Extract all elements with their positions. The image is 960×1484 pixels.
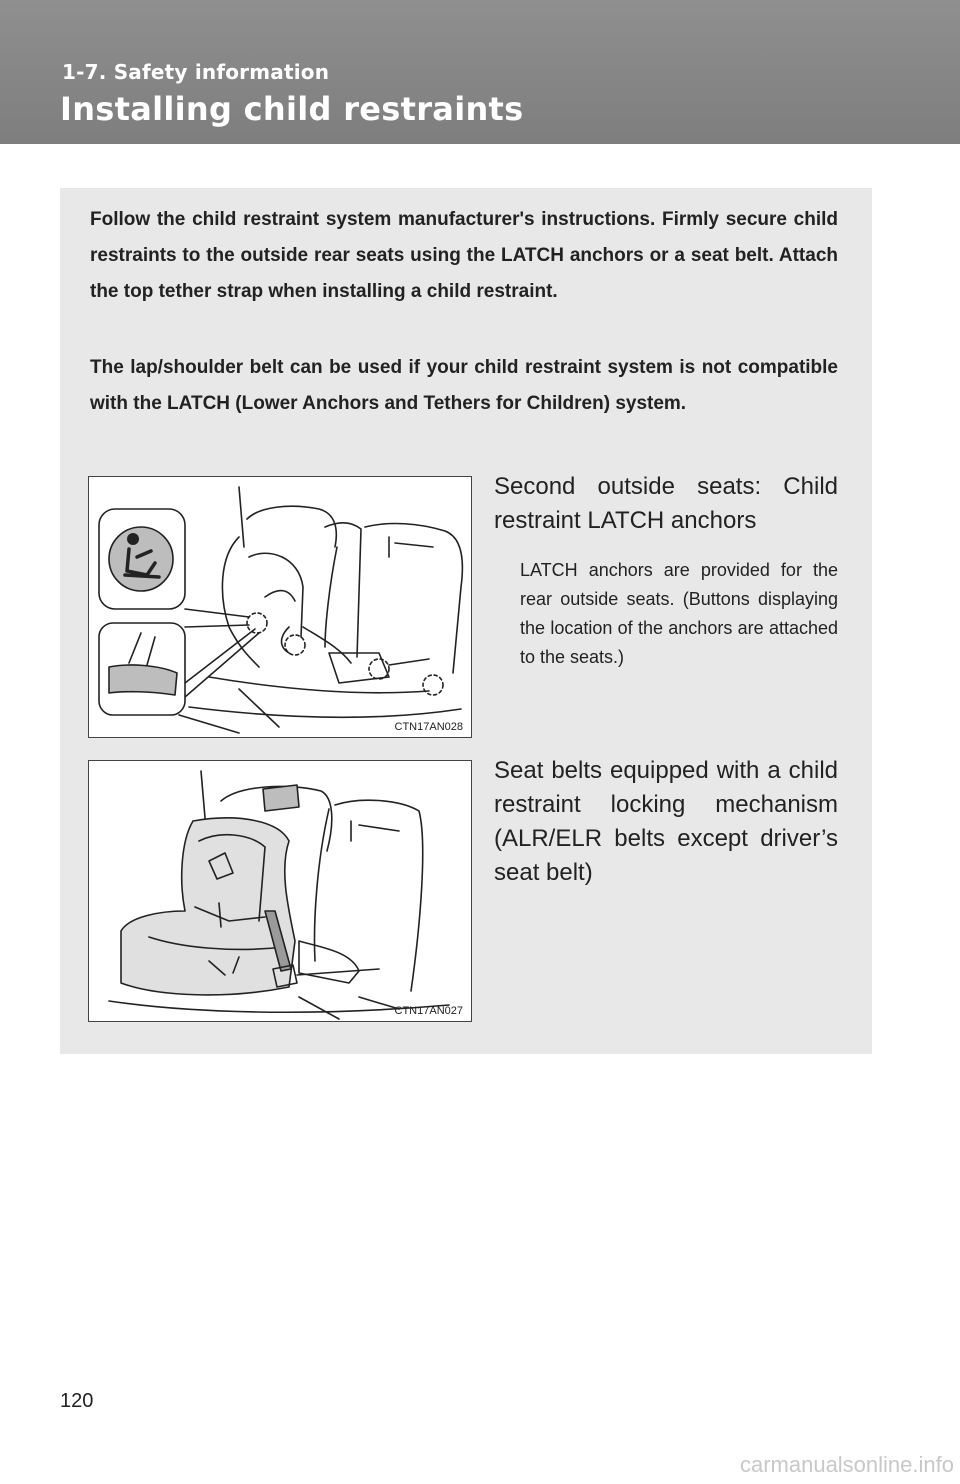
page-header: [0, 0, 960, 144]
intro-paragraph-1: Follow the child restraint system manufacturer's instructions. Firmly secure child restraints to the outside rear seats using the LATCH anchors or a seat belt. Attach the top tether strap when installing a child restraint.: [90, 209, 838, 302]
seat-belt-heading: Seat belts equipped with a child restraint locking mechanism (ALR/ELR belts except driver’s seat belt): [494, 757, 838, 886]
page-title: Installing child restraints: [60, 90, 524, 128]
watermark: carmanualsonline.info: [739, 1452, 954, 1477]
section-label: 1-7. Safety information: [62, 60, 330, 84]
intro-paragraph-2: The lap/shoulder belt can be used if your child restraint system is not compatible with the LATCH (Lower Anchors and Tethers for Children) system.: [90, 357, 838, 414]
seat-belt-restraint-illustration: [88, 760, 472, 1022]
page-number: 120: [60, 1390, 94, 1412]
figure-code: CTN17AN027: [394, 1005, 463, 1017]
latch-anchors-description: LATCH anchors are provided for the rear outside seats. (Buttons displaying the location of the anchors are attached to the seats.): [520, 560, 838, 667]
figure-code: CTN17AN028: [394, 721, 463, 733]
latch-anchors-illustration: [88, 476, 472, 738]
latch-anchors-heading: Second outside seats: Child restraint LATCH anchors: [494, 473, 838, 534]
